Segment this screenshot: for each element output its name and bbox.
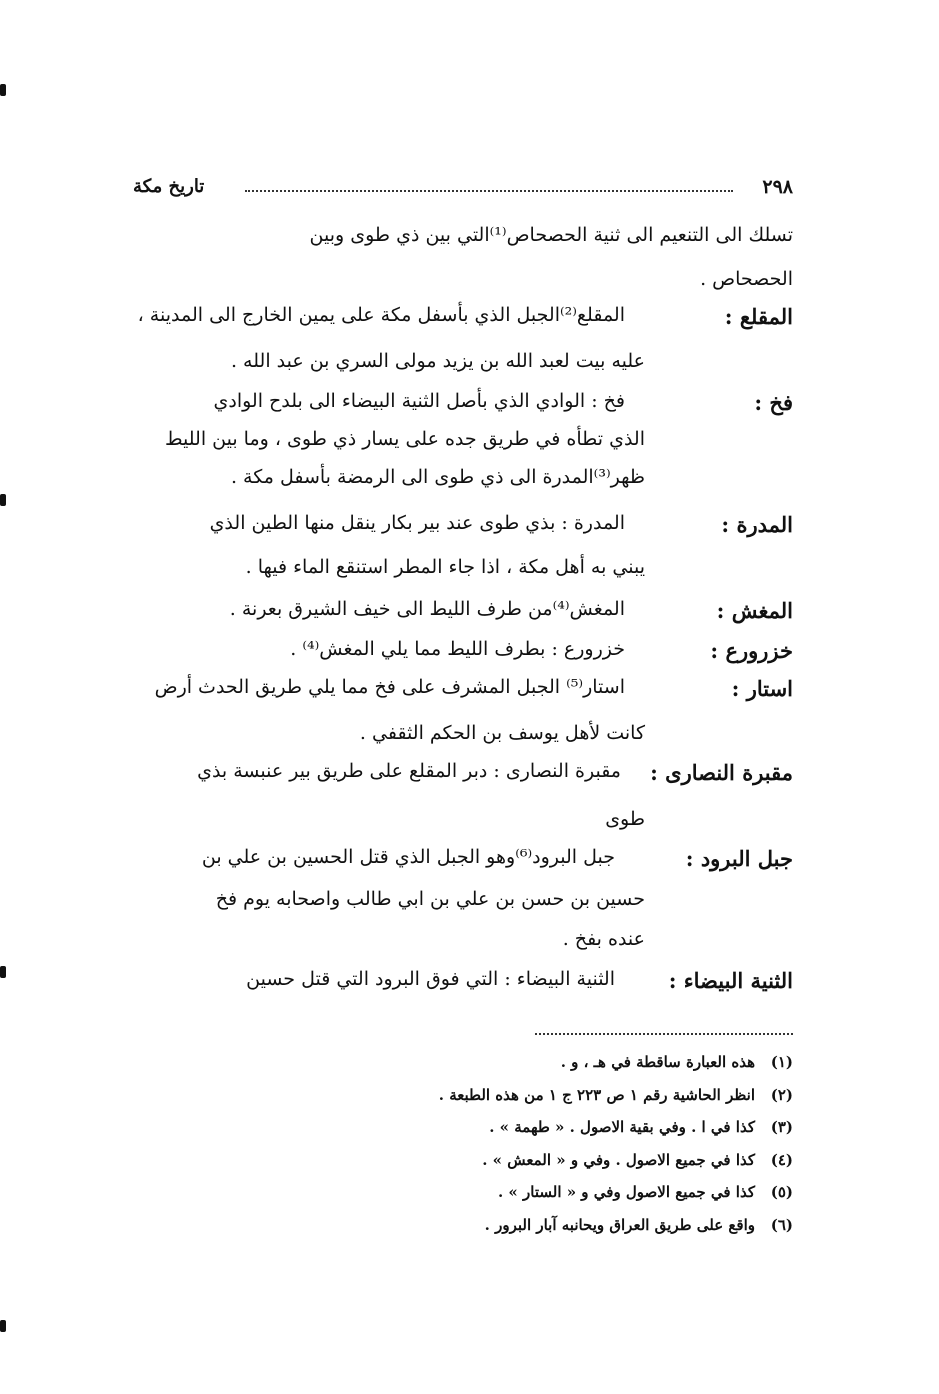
entry-term: فخ : [754, 390, 793, 415]
text-line: المقلع⁽²⁾الجبل الذي بأسفل مكة على يمين الخارج الى المدينة ، [137, 304, 625, 326]
running-title: تاريخ مكة [133, 176, 205, 197]
entry-term: الثنية البيضاء : [668, 968, 793, 993]
footnote-text: هذه العبارة ساقطة في هـ ، و . [560, 1053, 755, 1071]
entry-term: مقبرة النصارى : [650, 760, 793, 785]
text-line: الحصحاص . [700, 268, 793, 290]
scan-mark [0, 1320, 6, 1332]
text-line: خزرورع : بطرف الليط مما يلي المغش⁽⁴⁾ . [290, 638, 625, 660]
text-line: طوى [605, 808, 645, 830]
entry-term: المغش : [716, 598, 793, 623]
footnote-text: كذا في ا . وفي بقية الاصول . « طهمة » . [489, 1118, 755, 1136]
footnote-text: انظر الحاشية رقم ١ ص ٢٢٣ ج ١ من هذه الطبعة . [438, 1085, 755, 1104]
text-line: عليه بيت لعبد الله بن يزيد مولى السري بن عبد الله . [230, 350, 645, 372]
text-line: مقبرة النصارى : دبر المقلع على طريق بير عنبسة بذي [197, 760, 621, 782]
footnote-text: كذا في جميع الاصول . وفي و « المعش » . [482, 1150, 755, 1169]
entry-term: المقلع : [724, 304, 793, 329]
text-line: المغش⁽⁴⁾من طرف الليط الى خيف الشيرق بعرنة . [229, 598, 625, 620]
text-line: يبني به أهل مكة ، اذا جاء المطر استنقع الماء فيها . [245, 556, 645, 578]
footnote [273, 1079, 793, 1112]
page-header [133, 176, 793, 200]
text-line: فخ : الوادي الذي بأصل الثنية البيضاء الى بلدح الوادي [213, 390, 625, 412]
page-number: ٢٩٨ [762, 176, 793, 198]
scan-mark [0, 966, 6, 978]
text-line: حسين بن حسن بن علي بن ابي طالب واصحابه يوم فخ [215, 888, 645, 910]
footnote [273, 1144, 793, 1177]
footnote-number: (٢) [770, 1085, 793, 1104]
footnote-text: واقع على طريق العراق ويحانبه آبار البرور . [484, 1215, 755, 1234]
footnote-number: (٥) [770, 1183, 793, 1201]
footnote [273, 1046, 793, 1079]
text-line: ظهر⁽³⁾المدرة الى ذي طوى الى الرمضة بأسفل مكة . [230, 466, 645, 488]
footnote [273, 1209, 793, 1242]
entry-term: استار : [731, 676, 793, 701]
text-line: استار⁽⁵⁾ الجبل المشرف على فخ مما يلي طريق الحدث أرض [154, 676, 625, 698]
header-dotted-rule [245, 190, 733, 192]
entry-term: المدرة : [721, 512, 793, 537]
footnote-text: كذا في جميع الاصول وفي و « الستار » . [497, 1183, 755, 1201]
text-line: كانت لأهل يوسف بن الحكم الثقفي . [359, 722, 645, 744]
footnote-rule [535, 1033, 793, 1035]
entry-term: جبل البرود : [685, 846, 793, 871]
footnote [273, 1176, 793, 1209]
text-line: المدرة : بذي طوى عند بير بكار ينقل منها الطين الذي [209, 512, 625, 534]
footnote-number: (٦) [770, 1215, 793, 1234]
footnote-number: (٣) [770, 1118, 793, 1136]
footnote-number: (٤) [770, 1150, 793, 1169]
footnote-number: (١) [770, 1053, 793, 1071]
footnotes [273, 1046, 793, 1241]
text-line: الذي تطأه في طريق جده على يسار ذي طوى ، وما بين الليط [164, 428, 645, 450]
scan-mark [0, 494, 6, 506]
text-line: عنده بفخ . [562, 928, 645, 950]
text-line: تسلك الى التنعيم الى ثنية الحصحاص⁽¹⁾التي بين ذي طوى وبين [309, 224, 793, 246]
footnote [273, 1111, 793, 1144]
text-line: جبل البرود⁽⁶⁾وهو الجبل الذي قتل الحسين بن علي بن [201, 846, 615, 868]
text-line: الثنية البيضاء : التي فوق البرود التي قتل حسين [246, 968, 615, 990]
entry-term: خزرورع : [710, 638, 793, 663]
scan-mark [0, 84, 6, 96]
